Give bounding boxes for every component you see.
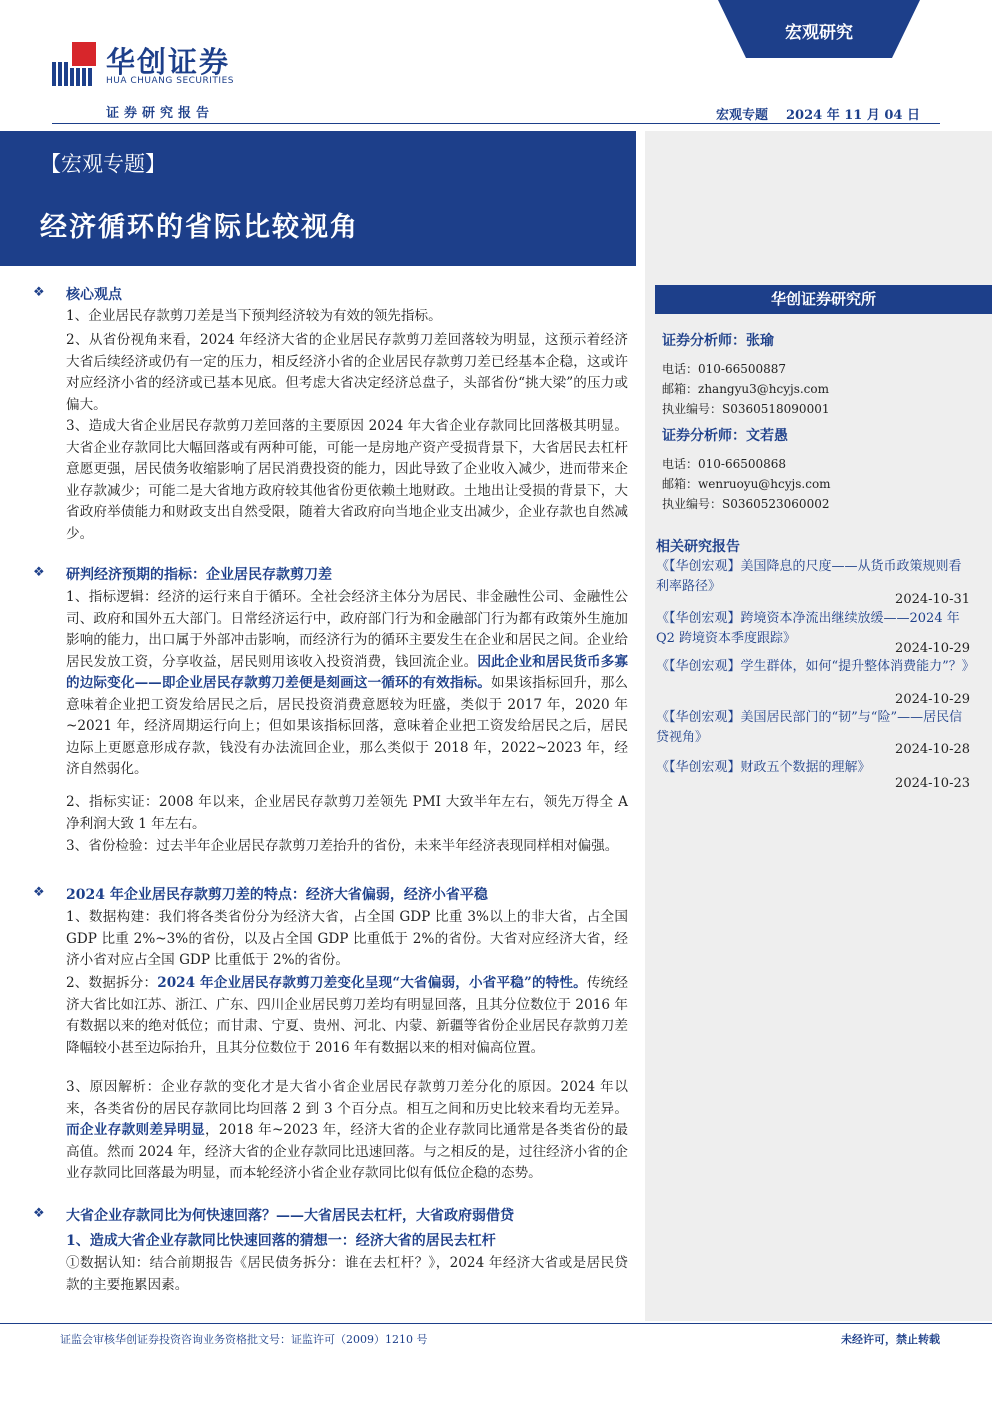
paragraph — [66, 973, 628, 1059]
related-reports-heading: 相关研究报告 — [656, 539, 740, 555]
analyst-email[interactable]: 邮箱：zhangyu3@hcyjs.com — [662, 382, 830, 396]
diamond-bullet-icon: ❖ — [33, 1206, 45, 1221]
paragraph-text: 2、数据拆分： — [66, 975, 158, 991]
title-tag: 【宏观专题】 — [40, 152, 166, 176]
footer-divider — [0, 1323, 992, 1324]
related-report-link[interactable]: 《【华创宏观】财政五个数据的理解》 — [656, 760, 871, 775]
huachuang-logo-icon — [52, 42, 98, 88]
analyst-name: 证券分析师：张瑜 — [662, 333, 774, 349]
section-heading: 核心观点 — [66, 287, 122, 303]
topic-label: 宏观专题 — [715, 108, 768, 123]
related-report-link[interactable]: 《【华创宏观】跨境资本净流出继续放缓——2024 年 Q2 跨境资本季度跟踪》 — [656, 611, 960, 646]
paragraph: 3、省份检验：过去半年企业居民存款剪刀差抬升的省份，未来半年经济表现同样相对偏强。 — [66, 838, 619, 854]
related-report-date: 2024-10-31 — [895, 592, 970, 607]
category-badge-label: 宏观研究 — [785, 23, 853, 43]
related-report-link[interactable]: 《【华创宏观】美国降息的尺度——从货币政策规则看利率路径》 — [656, 559, 962, 594]
diamond-bullet-icon: ❖ — [33, 885, 45, 900]
paragraph — [66, 1077, 628, 1185]
paragraph: 1、企业居民存款剪刀差是当下预判经济较为有效的领先指标。 — [66, 308, 442, 324]
paragraph-text: 1、指标逻辑：经济的运行来自于循环。全社会经济主体分为居民、非金融性公司、金融性公司、政府和国外五大部门。日常经济运行中，政府部门行为和金融部门行为都有政策外生施加影响的能力，出口属于外部冲击影响，而经济行为的循环主要发生在企业和居民之间。企业给居民发放工资，分享收益，居民则用该收入投资消费，钱回流企业。 — [66, 589, 628, 670]
brand-name: 华创证券 — [106, 45, 231, 79]
paragraph: 2、从省份视角来看，2024 年经济大省的企业居民存款剪刀差回落较为明显，这预示着经济大省后续经济或仍有一定的压力，相反经济小省的企业居民存款剪刀差已经基本企稳，这或许对应经济小省的经济或已基本见底。但考虑大省决定经济总盘子，头部省份“挑大梁”的压力或偏大。 — [66, 332, 628, 413]
footer-license: 证监会审核华创证券投资咨询业务资格批文号：证监许可（2009）1210 号 — [60, 1333, 428, 1346]
paragraph-text: ，2018 年~2023 年，经济大省的企业存款同比通常是各类省份的最高值。然而 2024 年，经济大省的企业存款同比迅速回落。与之相反的是，过往经济小省的企业存款同比回落最为明显，而本轮经济小省企业存款同比似有低位企稳的态势。 — [66, 1122, 628, 1181]
paragraph-text: 传统经济大省比如江苏、浙江、广东、四川企业居民剪刀差均有明显回落，且其分位数位于 2016 年有数据以来的绝对低位；而甘肃、宁夏、贵州、河北、内蒙、新疆等省份企业居民存款剪刀差降幅较小甚至边际抬升，且其分位数位于 2016 年有数据以来的相对偏高位置。 — [66, 975, 628, 1056]
related-report-date: 2024-10-29 — [895, 692, 970, 707]
related-report-date: 2024-10-28 — [895, 742, 970, 757]
report-type: 证券研究报告 — [106, 106, 215, 121]
paragraph: 2、指标实证：2008 年以来，企业居民存款剪刀差领先 PMI 大致半年左右，领先万得全 A 净利润大致 1 年左右。 — [66, 794, 628, 832]
analyst-phone: 电话：010-66500887 — [662, 362, 787, 376]
related-report-link[interactable]: 《【华创宏观】美国居民部门的“韧”与“险”——居民信贷视角》 — [656, 710, 963, 745]
diamond-bullet-icon: ❖ — [33, 285, 45, 300]
emphasis-text: 因此企业和居民货币多寡的边际变化——即企业居民存款剪刀差便是刻画这一循环的有效指标。 — [66, 653, 629, 691]
related-report-link[interactable]: 《【华创宏观】学生群体，如何“提升整体消费能力”？》 — [656, 659, 975, 674]
section-heading: 研判经济预期的指标：企业居民存款剪刀差 — [66, 567, 332, 583]
brand-name-en: HUA CHUANG SECURITIES — [106, 76, 234, 86]
topic-date-line — [640, 104, 920, 123]
related-report-date: 2024-10-29 — [895, 641, 970, 656]
analyst-phone: 电话：010-66500868 — [662, 457, 787, 471]
emphasis-text: 2024 年企业居民存款剪刀差变化呈现“大省偏弱，小省平稳”的特性。 — [157, 975, 587, 991]
paragraph-text: 如果该指标回升，那么意味着企业把工资发给居民之后，居民投资消费意愿较为旺盛，类似于 2017 年，2020 年~2021 年，经济周期运行向上；但如果该指标回落，意味着企业把工资发给居民之后，居民边际上更愿意形成存款，钱没有办法流回企业，那么类似于 2018 年，2022~2023 年，经济自然弱化。 — [66, 675, 629, 777]
subsection-heading: 1、造成大省企业存款同比快速回落的猜想一：经济大省的居民去杠杆 — [66, 1233, 496, 1249]
paragraph-text: 3、原因解析：企业存款的变化才是大省小省企业居民存款剪刀差分化的原因。2024 年以来，各类省份的居民存款同比均回落 2 到 3 个百分点。相互之间和历史比较来看均无差异。 — [66, 1079, 628, 1117]
related-report-date: 2024-10-23 — [895, 776, 970, 791]
analyst-name: 证券分析师：文若愚 — [662, 428, 788, 444]
analyst-email[interactable]: 邮箱：wenruoyu@hcyjs.com — [662, 477, 831, 491]
institute-heading: 华创证券研究所 — [655, 285, 992, 314]
paragraph: ①数据认知：结合前期报告《居民债务拆分：谁在去杠杆？》，2024 年经济大省或是居民贷款的主要拖累因素。 — [66, 1255, 628, 1293]
report-date: 2024 年 11 月 04 日 — [786, 108, 920, 123]
paragraph: 1、数据构建：我们将各类省份分为经济大省，占全国 GDP 比重 3%以上的非大省，占全国 GDP 比重 2%~3%的省份，以及占全国 GDP 比重低于 2%的省份。大省对应经济大省，经济小省对应占全国 GDP 比重低于 2%的省份。 — [66, 909, 628, 968]
section-heading: 大省企业存款同比为何快速回落？——大省居民去杠杆，大省政府弱借贷 — [66, 1208, 514, 1224]
analyst-license: 执业编号：S0360518090001 — [662, 402, 830, 416]
analyst-license: 执业编号：S0360523060002 — [662, 497, 830, 511]
paragraph: 3、造成大省企业居民存款剪刀差回落的主要原因 2024 年大省企业存款同比回落极其明显。大省企业存款同比大幅回落或有两种可能，可能一是房地产资产受损背景下，大省居民去杠杆意愿更强，居民债务收缩影响了居民消费投资的能力，因此导致了企业收入减少，进而带来企业存款减少；可能二是大省地方政府较其他省份更依赖土地财政。土地出让受损的背景下，大省政府举债能力和财政支出自然受限，随着大省政府向当地企业支出减少，企业存款也自然减少。 — [66, 418, 628, 542]
paragraph — [66, 587, 628, 781]
section-heading: 2024 年企业居民存款剪刀差的特点：经济大省偏弱，经济小省平稳 — [66, 887, 488, 903]
page-title: 经济循环的省际比较视角 — [40, 212, 359, 243]
emphasis-text: 而企业存款则差异明显 — [66, 1122, 205, 1138]
diamond-bullet-icon: ❖ — [33, 565, 45, 580]
footer-notice: 未经许可，禁止转载 — [841, 1333, 940, 1346]
header-divider — [52, 123, 940, 124]
